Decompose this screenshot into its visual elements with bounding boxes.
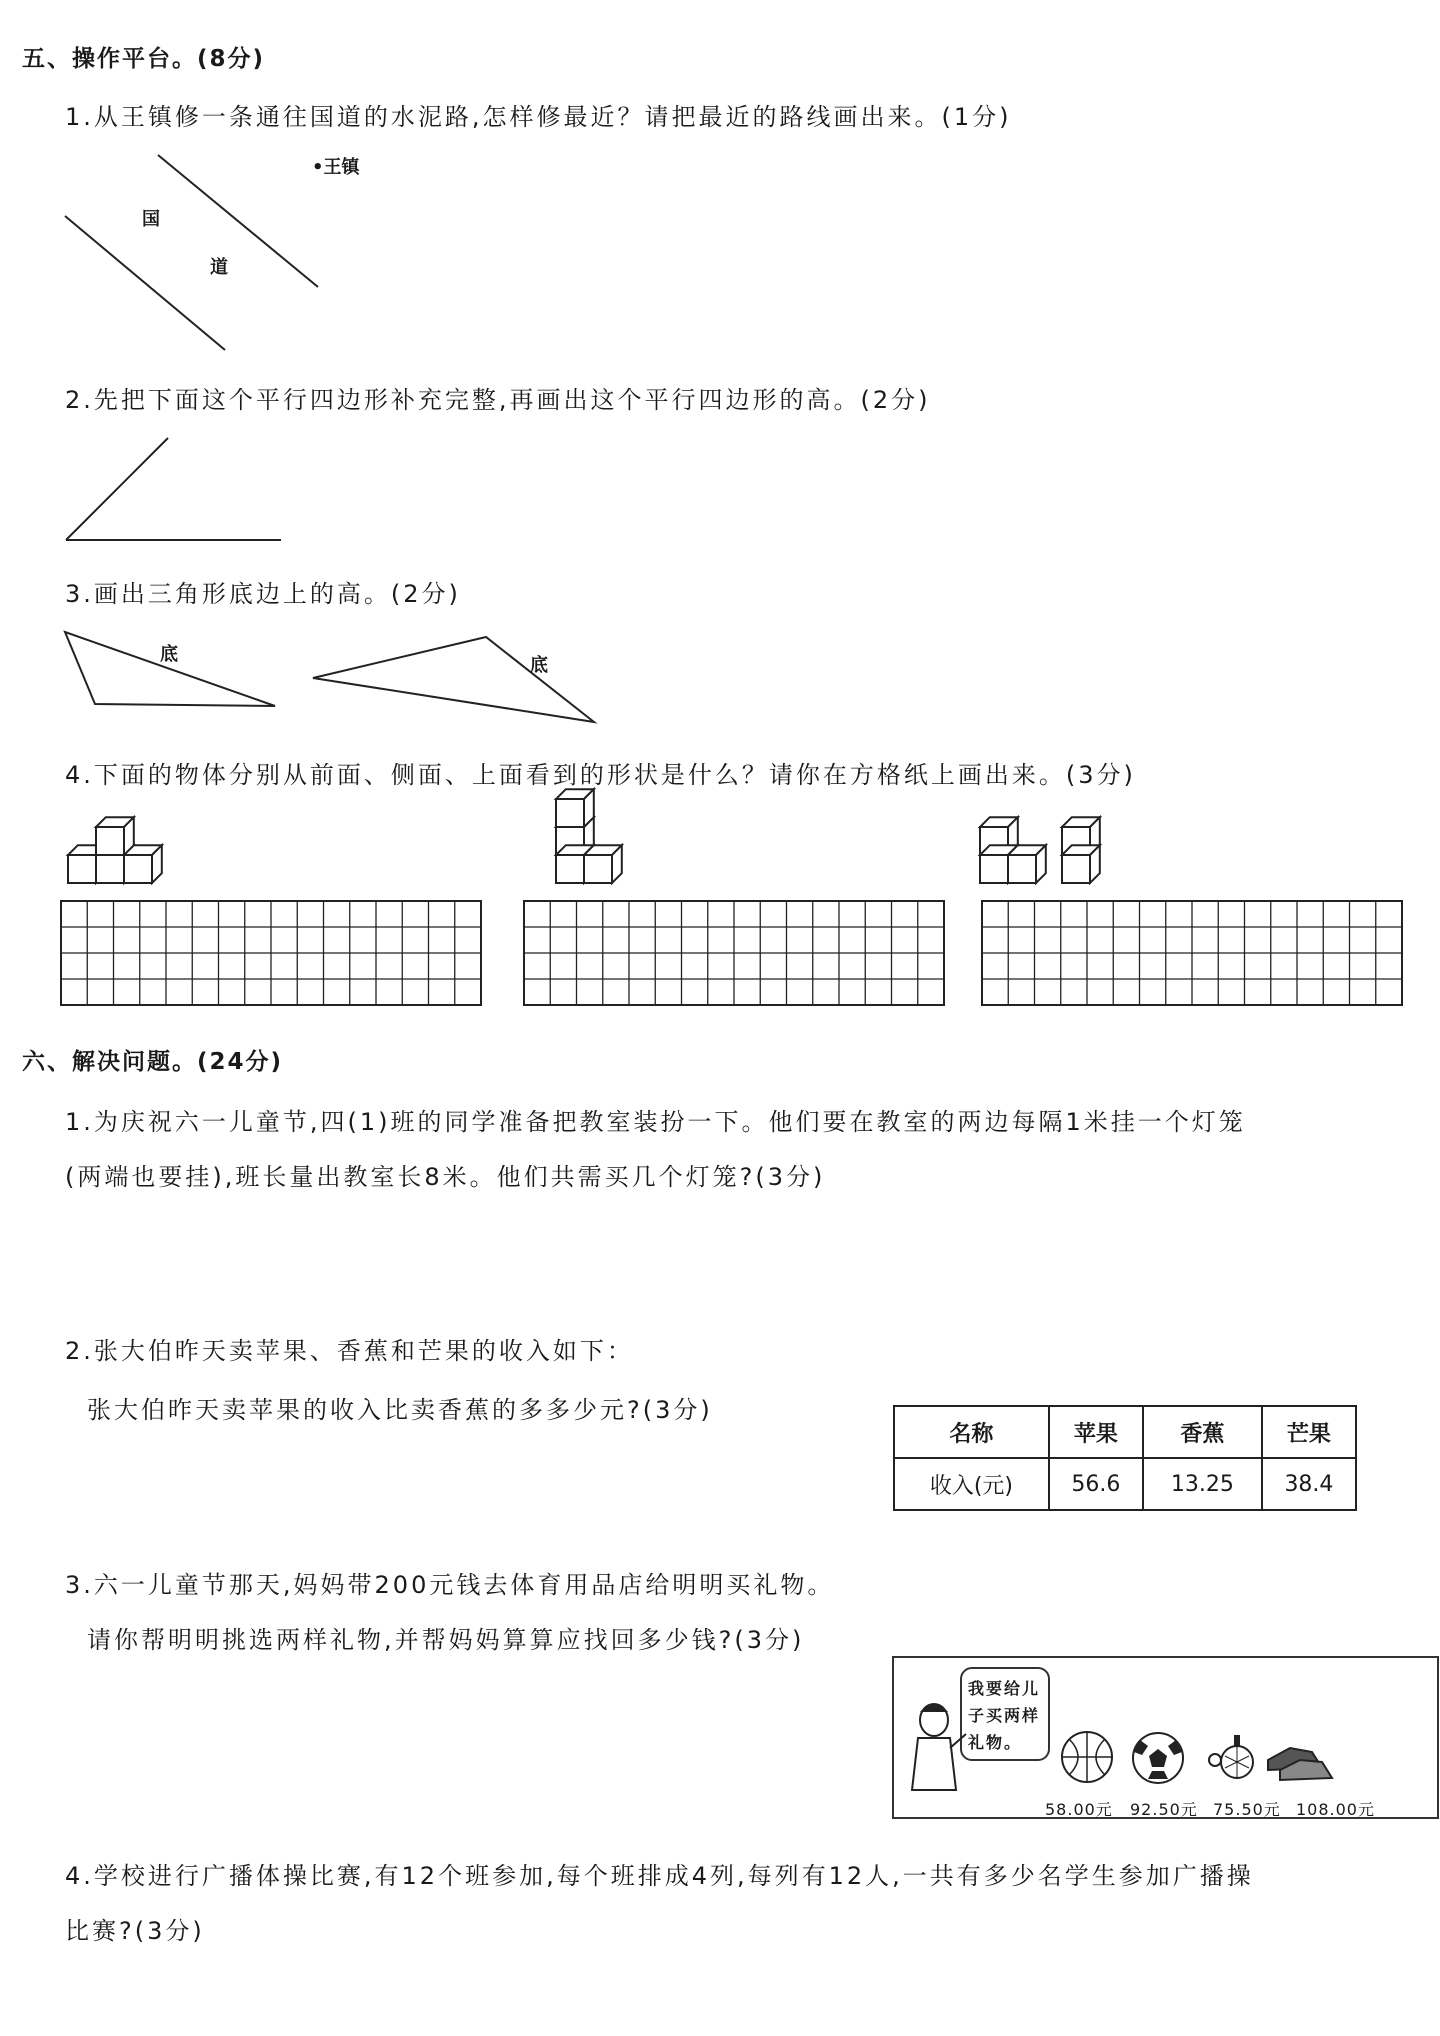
s5-question-1: 1.从王镇修一条通往国道的水泥路,怎样修最近？请把最近的路线画出来。(1分) (65, 103, 1012, 131)
table-header-cell: 芒果 (1262, 1406, 1356, 1458)
table-header-cell: 名称 (894, 1406, 1049, 1458)
mother-figure (912, 1704, 966, 1790)
soccer-ball-icon (1133, 1733, 1183, 1783)
s6-q1-line2: (两端也要挂),班长量出教室长8米。他们共需买几个灯笼?(3分) (65, 1163, 826, 1191)
s6-q4-line2: 比赛?(3分) (65, 1917, 205, 1945)
speech-bubble: 我要给儿子买两样礼物。 (960, 1667, 1050, 1761)
table-header-cell: 苹果 (1049, 1406, 1143, 1458)
town-label: •王镇 (312, 157, 360, 178)
price-basketball: 58.00元 (1045, 1800, 1113, 1819)
s6-q1-line1: 1.为庆祝六一儿童节,四(1)班的同学准备把教室装扮一下。他们要在教室的两边每隔1米挂一个灯笼 (65, 1108, 1246, 1136)
sneakers-icon (1268, 1748, 1332, 1780)
s6-q4-line1: 4.学校进行广播体操比赛,有12个班参加,每个班排成4列,每列有12人,一共有多少名学生参加广播操 (65, 1862, 1254, 1890)
price-paddle: 75.50元 (1213, 1800, 1281, 1819)
s5-question-2: 2.先把下面这个平行四边形补充完整,再画出这个平行四边形的高。(2分) (65, 386, 931, 414)
ping-pong-paddle-icon (1209, 1735, 1253, 1778)
table-header-cell: 香蕉 (1143, 1406, 1262, 1458)
s5-question-4: 4.下面的物体分别从前面、侧面、上面看到的形状是什么？请你在方格纸上画出来。(3分) (65, 761, 1136, 789)
s6-q3-line1: 3.六一儿童节那天,妈妈带200元钱去体育用品店给明明买礼物。 (65, 1571, 835, 1599)
s6-q2-line1: 2.张大伯昨天卖苹果、香蕉和芒果的收入如下： (65, 1337, 634, 1365)
basketball-icon (1062, 1732, 1112, 1782)
table-cell: 38.4 (1262, 1458, 1356, 1510)
dao-label: 道 (210, 257, 228, 278)
section5-title: 五、操作平台。(8分) (22, 46, 266, 72)
table-cell: 13.25 (1143, 1458, 1262, 1510)
triangle-2-base-label: 底 (530, 655, 548, 676)
triangle-1-base-label: 底 (160, 644, 178, 665)
price-sneakers: 108.00元 (1296, 1800, 1375, 1819)
s6-q3-line2: 请你帮明明挑选两样礼物,并帮妈妈算算应找回多少钱?(3分) (87, 1626, 805, 1654)
table-cell: 56.6 (1049, 1458, 1143, 1510)
s6-q2-line2: 张大伯昨天卖苹果的收入比卖香蕉的多多少元?(3分) (87, 1396, 713, 1424)
table-cell: 收入(元) (894, 1458, 1049, 1510)
price-soccer-ball: 92.50元 (1130, 1800, 1198, 1819)
guo-label: 国 (142, 209, 160, 230)
s5-question-3: 3.画出三角形底边上的高。(2分) (65, 580, 461, 608)
section6-title: 六、解决问题。(24分) (22, 1049, 284, 1075)
